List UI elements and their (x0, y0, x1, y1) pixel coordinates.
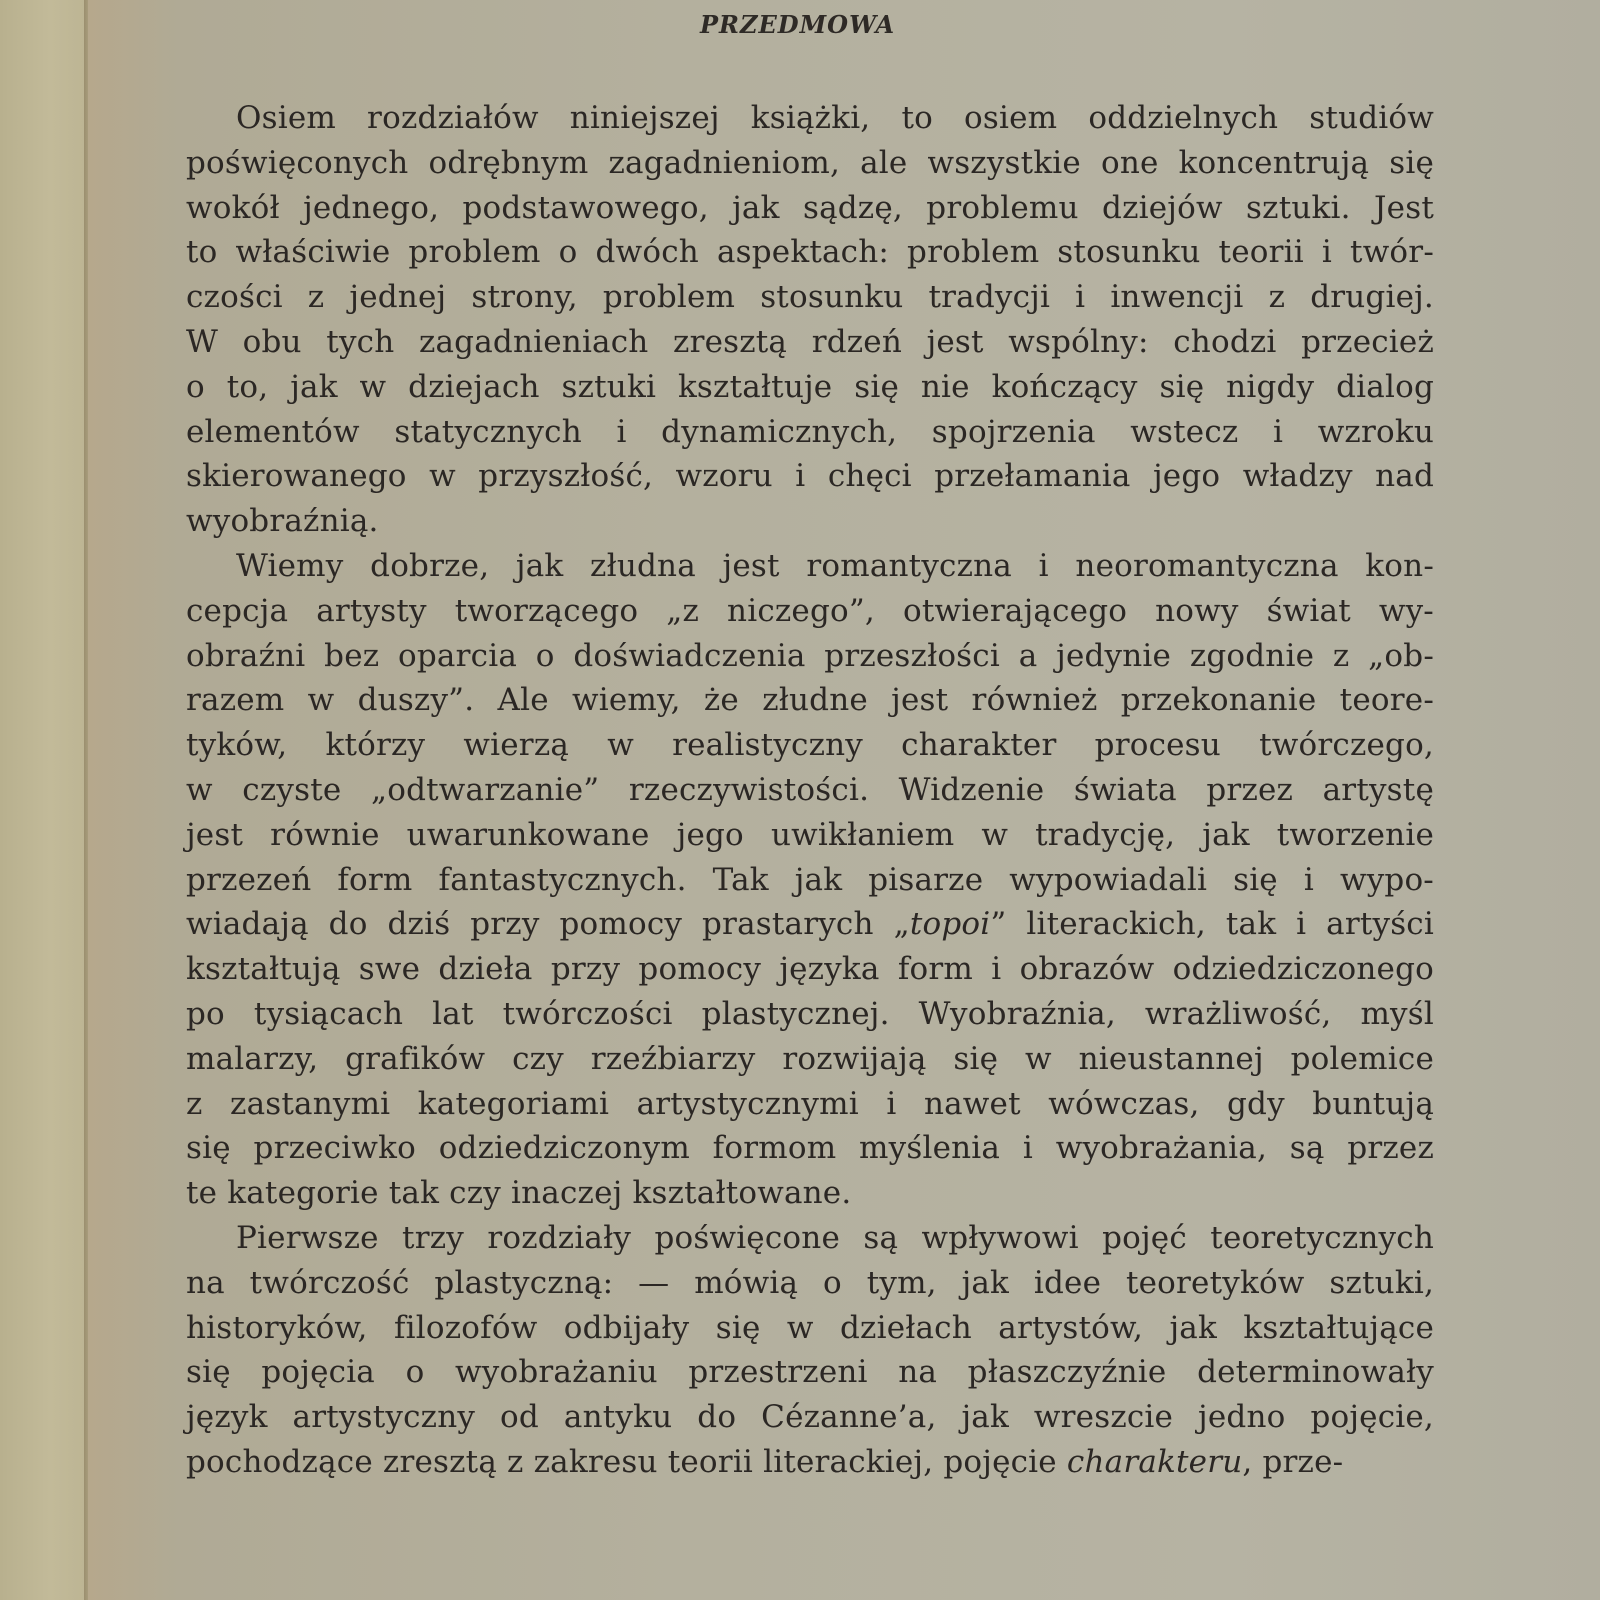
text-line: to właściwie problem o dwóch aspektach: problem stosunku teorii i twór- (186, 234, 1434, 271)
text-line: tyków, którzy wierzą w realistyczny charakter procesu twórczego, (186, 727, 1434, 764)
text-line: się pojęcia o wyobrażaniu przestrzeni na płaszczyźnie determinowały (186, 1354, 1434, 1391)
text-line: jest równie uwarunkowane jego uwikłaniem w tradycję, jak tworzenie (186, 816, 1434, 853)
text-line: pochodzące zresztą z zakresu teorii literackiej, pojęcie charakteru, prze- (186, 1443, 1344, 1480)
body-text (186, 96, 1434, 1485)
text-line: razem w duszy”. Ale wiemy, że złudne jest również przekonanie teore- (186, 682, 1434, 719)
text-line: przezeń form fantastycznych. Tak jak pisarze wypowiadali się i wypo- (186, 861, 1434, 898)
text-line: elementów statycznych i dynamicznych, spojrzenia wstecz i wzroku (186, 413, 1434, 450)
text-line: język artystyczny od antyku do Cézanne’a, jak wreszcie jedno pojęcie, (186, 1399, 1434, 1436)
text-line: się przeciwko odziedziczonym formom myślenia i wyobrażania, są przez (186, 1130, 1434, 1167)
text-line: Pierwsze trzy rozdziały poświęcone są wpływowi pojęć teoretycznych (236, 1219, 1434, 1256)
text-line: o to, jak w dziejach sztuki kształtuje się nie kończący się nigdy dialog (186, 368, 1434, 405)
text-line: z zastanymi kategoriami artystycznymi i nawet wówczas, gdy buntują (186, 1085, 1434, 1122)
page-heading: PRZEDMOWA (700, 10, 896, 39)
text-line: czości z jednej strony, problem stosunku tradycji i inwencji z drugiej. (186, 279, 1434, 316)
text-line: skierowanego w przyszłość, wzoru i chęci przełamania jego władzy nad (186, 458, 1434, 495)
text-line: wyobraźnią. (186, 503, 379, 540)
text-line: te kategorie tak czy inaczej kształtowane. (186, 1175, 852, 1212)
text-line: historyków, filozofów odbijały się w dziełach artystów, jak kształtujące (186, 1309, 1434, 1346)
italic-term: charakteru (1066, 1443, 1243, 1480)
text-line: Wiemy dobrze, jak złudna jest romantyczna i neoromantyczna kon- (236, 547, 1434, 584)
text-line: malarzy, grafików czy rzeźbiarzy rozwijają się w nieustannej polemice (186, 1040, 1434, 1077)
text-line: Osiem rozdziałów niniejszej książki, to osiem oddzielnych studiów (236, 100, 1434, 136)
text-line: cepcja artysty tworzącego „z niczego”, otwierającego nowy świat wy- (186, 592, 1434, 629)
text-line: wokół jednego, podstawowego, jak sądzę, problemu dziejów sztuki. Jest (186, 189, 1434, 226)
text-line: W obu tych zagadnieniach zresztą rdzeń jest wspólny: chodzi przecież (186, 323, 1434, 360)
text-line: wiadają do dziś przy pomocy prastarych „topoi” literackich, tak i artyści (186, 906, 1434, 943)
text-line: poświęconych odrębnym zagadnieniom, ale wszystkie one koncentrują się (186, 144, 1434, 181)
text-line: po tysiącach lat twórczości plastycznej. Wyobraźnia, wrażliwość, myśl (186, 995, 1434, 1032)
text-line: w czyste „odtwarzanie” rzeczywistości. Widzenie świata przez artystę (186, 771, 1434, 808)
text-line: kształtują swe dzieła przy pomocy języka form i obrazów odziedziczonego (186, 951, 1434, 988)
text-line: na twórczość plastyczną: — mówią o tym, jak idee teoretyków sztuki, (186, 1264, 1434, 1301)
text-line: obraźni bez oparcia o doświadczenia przeszłości a jedynie zgodnie z „ob- (186, 637, 1434, 674)
italic-term: topoi (909, 906, 991, 943)
left-page-edge (0, 0, 84, 1600)
